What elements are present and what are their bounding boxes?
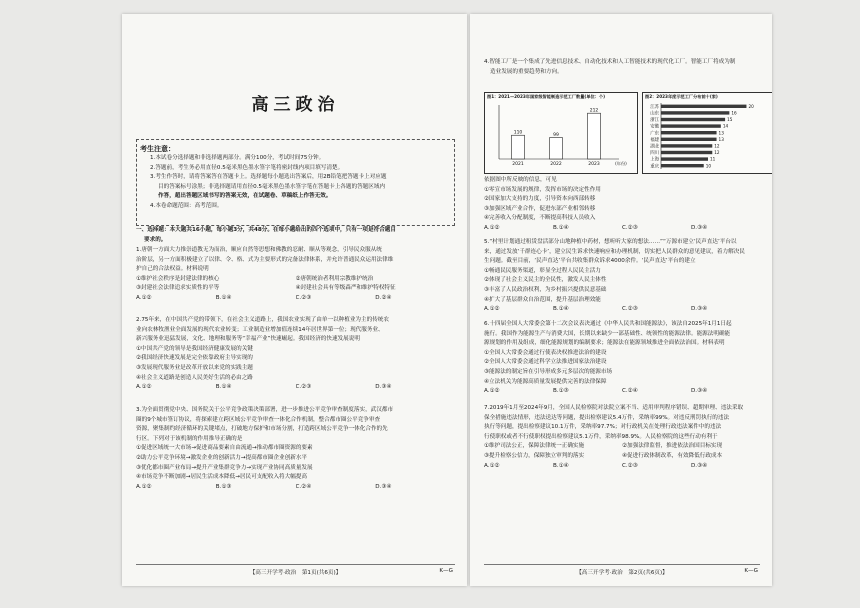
- bar: [661, 157, 708, 160]
- question-text: 行区。下列对于该机制的作用推导正确的是: [136, 435, 243, 442]
- choice-b[interactable]: B.①③: [215, 483, 232, 490]
- choice-b[interactable]: B.①③: [553, 388, 569, 395]
- question-text: 造业发展的重要趋势和方向。: [490, 68, 563, 75]
- question-text: 施行。我国作为能源生产与消费大国，长期以来缺少一部基础性、统领性的能源法律。能源法明确能: [484, 330, 731, 337]
- notice-line: 2.答题前，考生务必用直径0.5毫米黑色墨水签字笔将密封线内项目填写清楚。: [150, 164, 344, 171]
- notice-line: 作答，超出答题区域书写的答案无效，在试题卷、草稿纸上作答无效。: [158, 193, 332, 200]
- exam-page-1: [122, 14, 467, 586]
- data-label: 12: [714, 150, 720, 156]
- bar: [661, 111, 729, 114]
- statement: ③提升检察公信力，保障独立审判的落实: [484, 452, 585, 459]
- choice-c[interactable]: C.②④: [295, 483, 312, 490]
- question-text: 圈的9个城市签订协议，将探索建立跨区域公平竞争审查一体化合作机制，整合都市圈公平竞争审查: [136, 416, 381, 423]
- question-text: 护自己的合法权益。材料说明: [136, 266, 209, 273]
- statement: ①促进区域统一大市场→促进商品要素自由流通→推动都市圈资源的要素: [136, 445, 313, 452]
- bar: [661, 138, 717, 141]
- statement: ④扩大了基层群众自治范围，提升基层治理效能: [484, 296, 601, 303]
- page-footer: [484, 564, 760, 576]
- choice-a[interactable]: A.①②: [484, 306, 500, 313]
- statement: ④完善收入分配制度，不断提高科技人员收入: [484, 215, 596, 222]
- bar: [550, 138, 563, 159]
- notice-line: 1.本试卷分选择题和非选择题两部分。满分100分，考试时间75分钟。: [150, 155, 325, 161]
- data-label: 16: [731, 110, 737, 116]
- bar: [661, 118, 725, 121]
- choice-b[interactable]: B.①④: [553, 462, 569, 469]
- answer-choices: [484, 387, 760, 397]
- bar: [661, 131, 717, 134]
- question-4-stem: [484, 58, 760, 77]
- question-text: 源规划的作用及组成，细化能源规划的编制要求；能源法在能源领域推进全面依法治国。材料表明: [484, 340, 725, 347]
- statement: ①全国人大常委会通过行使表决权推进法治的建设: [484, 349, 607, 356]
- data-label: 20: [748, 103, 754, 109]
- category-label: 浙江: [650, 118, 659, 124]
- choice-c[interactable]: C.②③: [622, 462, 638, 469]
- notice-line: 目的答案标号涂黑；非选择题请用直径0.5毫米黑色墨水签字笔在答题卡上各题的答题区域内: [158, 183, 386, 190]
- category-label: 上海: [650, 157, 659, 163]
- bar: [661, 144, 712, 147]
- bar: [661, 151, 712, 154]
- answer-choices: [136, 483, 455, 493]
- bar: [661, 164, 704, 167]
- choice-d[interactable]: D.③④: [375, 483, 392, 490]
- category-label: 安徽: [650, 124, 659, 130]
- chart-2-title: 图2：2023年度示范工厂分布前十(家): [645, 94, 718, 99]
- category-label: 福建: [650, 137, 659, 143]
- bar: [588, 113, 601, 159]
- page-footer: [136, 564, 455, 576]
- question-text: 生问题。截至目前，‘民声直达’平台共收集群众诉求4000余件。‘民声直达’平台的建立: [484, 258, 696, 265]
- tick-label: 2022: [550, 162, 562, 167]
- statement: ③加强区域产业合作，促进东部产业相邻转移: [484, 205, 596, 212]
- choice-a[interactable]: A.①②: [484, 224, 500, 231]
- choice-d[interactable]: D.②④: [375, 294, 392, 301]
- answer-choices: [484, 224, 760, 234]
- figure-area: [484, 92, 760, 172]
- tick-label: 2021: [512, 162, 524, 167]
- statement: ②体现了社会主义民主的全民性，激发人民主体性: [484, 277, 607, 284]
- choice-c[interactable]: C.②③: [622, 306, 638, 313]
- question-text: 4.智能工厂是一个集成了先进信息技术、自动化技术和人工智能技术的现代化工厂。智能工厂将成为制: [484, 59, 736, 65]
- data-label: 14: [722, 123, 729, 129]
- footer-text: 【高三开学考·政治 第1页(共6页)】: [249, 570, 342, 576]
- question-text: 保全措施违法情形，违法送达等问题，提出检察建议5.4万件，采纳率99%。对违反刑罚执行的违法: [484, 414, 730, 421]
- statement: ④促进行政体制改革，有效降低行政成本: [622, 452, 723, 459]
- statement: ③能源法的制定旨在引导形成多元多层次的能源市场: [484, 368, 613, 375]
- category-label: 湖北: [650, 144, 659, 150]
- statement: ①畅通民民服务渠道，彰显全过程人民民主活力: [484, 267, 601, 274]
- question-1: [136, 246, 455, 304]
- answer-choices: [484, 305, 760, 315]
- statement: ②加强法律监督，推进依法治国目标实现: [622, 443, 723, 450]
- question-text: 资源，聚集制约经济循环的关键堵点，打破地方保护和市场分割，打造跨区域公平竞争一体化合作的先: [136, 426, 388, 433]
- bar: [661, 105, 746, 108]
- answer-choices: [136, 383, 455, 393]
- question-3: [136, 406, 455, 492]
- category-label: 山东: [650, 111, 659, 117]
- x-axis-label: (年份): [615, 161, 627, 166]
- statement: ①维护社会秩序是封建法律的核心: [136, 275, 220, 282]
- statement: ④立法机关为能源高质量发展提供完善的法律保障: [484, 378, 607, 385]
- data-label: 99: [553, 133, 559, 139]
- category-label: 重庆: [650, 164, 659, 170]
- category-label: 四川: [650, 151, 659, 157]
- choice-c[interactable]: C.②③: [622, 224, 638, 231]
- statement: ④封建社会具有等级森严和维护特权特征: [295, 285, 396, 292]
- section-heading: [136, 226, 455, 245]
- section-title-cont: 要求的。: [144, 236, 167, 243]
- data-label: 13: [718, 136, 724, 142]
- choice-d[interactable]: D.③④: [691, 224, 708, 231]
- statement-row: [136, 284, 455, 294]
- chart-1-svg: [485, 93, 637, 173]
- question-text: 5.“村里计划通过租赁盘活部分山地种植中药材，想听听大家的想法……”“万源市建立‘民声直达’平台以: [484, 239, 737, 245]
- answer-choices: [484, 462, 760, 472]
- notice-line: 4.本卷命题范围：高考范围。: [150, 202, 223, 209]
- statement: ③优化都市圈产业布局→提升产业集群竞争力→实现产业协同高质量发展: [136, 464, 313, 471]
- question-text: 依据图中所反映的信息，可见: [484, 177, 557, 183]
- chart-1-title: 图1：2021—2023年国家级智能制造示范工厂数量(单位：个): [487, 94, 605, 99]
- choice-b[interactable]: B.①④: [215, 294, 232, 301]
- question-text: 新兴服务业迅猛发展，文化、地理和服务等“幸福产业”快速崛起。我国经济的快速发展说明: [136, 336, 360, 343]
- question-text: 行使职权或者不行使职权提出检察建议5.1万件，采纳率98.9%。人民检察院的这些行动有利于: [484, 433, 718, 440]
- choice-b[interactable]: B.①④: [553, 306, 569, 313]
- choice-b[interactable]: B.①④: [553, 224, 569, 231]
- chart-2-svg: [643, 93, 772, 173]
- question-2: [136, 316, 455, 393]
- question-6: [484, 320, 760, 397]
- section-title: 一、选择题：本大题共16小题，每小题3分，共48分。在每小题给出的四个选项中，只有一项是符合题目: [136, 227, 396, 233]
- category-label: 江苏: [650, 104, 659, 110]
- statement: ②助力公平竞争环境→激发企业的创新活力→提高都市圈企业创新水平: [136, 454, 308, 461]
- question-text: 来，通过发放‘千群连心卡’，建立民生诉求快速响应和办理机制，切实把人民群众的意见建议，着力解决民: [484, 248, 745, 255]
- choice-d[interactable]: D.③④: [691, 306, 708, 313]
- statement-row: [136, 275, 455, 285]
- data-label: 12: [714, 143, 720, 149]
- choice-a[interactable]: A.①②: [136, 384, 152, 391]
- statement: ①零宣市场发展的规律，发挥市场的决定性作用: [484, 186, 601, 193]
- statement: ③封建社会法律追求实质性的平等: [136, 285, 220, 292]
- data-label: 11: [710, 156, 716, 162]
- statement-row: [484, 442, 760, 452]
- choice-a[interactable]: A.①②: [484, 462, 500, 469]
- statement: ②唐朝统治者利用宗教维护统治: [295, 275, 374, 282]
- choice-a[interactable]: A.①②: [136, 294, 152, 301]
- tick-label: 2023: [588, 162, 600, 167]
- notice-list: [150, 154, 451, 212]
- footer-text: 【高三开学考·政治 第2页(共6页)】: [576, 570, 668, 576]
- answer-choices: [136, 294, 455, 304]
- question-text: 业向农林牧渔业全面发展的现代农业转变；工业制造业增加值连续14年居世界第一位；现代服务业、: [136, 326, 384, 333]
- data-label: 110: [513, 130, 523, 136]
- choice-b[interactable]: B.①④: [215, 384, 232, 391]
- question-5: [484, 238, 760, 315]
- data-label: 212: [589, 108, 599, 114]
- page-title: 高三政治: [251, 95, 340, 115]
- statement: ④市场竞争不断加剧→居民生活成本降低→居民可支配收入将大幅提高: [136, 474, 308, 481]
- statement: ②全国人大常委会通过科学立法推进国家法治建设: [484, 359, 607, 366]
- bar: [661, 124, 721, 127]
- category-label: 广东: [650, 131, 659, 137]
- choice-c[interactable]: C.②④: [622, 388, 638, 395]
- question-4: [484, 176, 760, 234]
- chart-regional-distribution: [642, 92, 772, 174]
- question-text: 7.2019年1月至2024年9月，全国人民检察院对法院立案不当、适用审判程序错误、超期审理、违法采取: [484, 405, 744, 411]
- data-label: 15: [727, 117, 733, 123]
- data-label: 13: [718, 130, 724, 136]
- question-text: 治阶层，另一方面积极建立了以律、令、格、式为主要形式的完备法律体系，并允许普通民众运用法律维: [136, 256, 394, 263]
- statement: ④社会主义道路是创造人民美好生活的必由之路: [136, 374, 253, 381]
- paper-code: K—G: [744, 568, 758, 574]
- question-text: 执行等问题，提出检察建议10.1万件，采纳率97.7%；对行政机关在处理行政违法案件中的违法: [484, 424, 722, 431]
- statement: ③发展现代服务业是改革开放以来党的实践主题: [136, 364, 253, 371]
- paper-code: K—G: [439, 568, 453, 574]
- statement: ②国家加大支持的力度，引导资本向西部转移: [484, 196, 596, 203]
- choice-a[interactable]: A.①②: [136, 483, 152, 490]
- notice-title: 考生注意：: [140, 145, 175, 153]
- choice-d[interactable]: D.③④: [691, 388, 708, 395]
- question-text: 3.为全面贯彻党中央、国务院关于公平竞争政策决策部署，进一步推进公平竞争审查制度落实，武汉都市: [136, 407, 394, 413]
- exam-page-2: [470, 14, 772, 586]
- bar: [512, 135, 525, 159]
- chart-factory-count: [484, 92, 638, 174]
- statement: ①中国共产党的领导是我国经济健康发展的关键: [136, 345, 253, 352]
- choice-a[interactable]: A.①②: [484, 388, 500, 395]
- question-text: 6.十四届全国人大常委会第十二次会议表决通过《中华人民共和国能源法》，该法自2025年1月1日起: [484, 321, 732, 327]
- choice-c[interactable]: C.②③: [295, 384, 312, 391]
- data-label: 10: [705, 163, 712, 169]
- statement: ②我国经济快速发展是完全依靠政府主导实现的: [136, 355, 253, 362]
- question-7: [484, 404, 760, 471]
- notice-line: 3.考生作答时，请将答案答在答题卡上。选择题每小题选出答案后，用2B铅笔把答题卡上对应题: [150, 174, 387, 181]
- statement-row: [484, 452, 760, 462]
- choice-d[interactable]: D.③④: [691, 462, 708, 469]
- question-text: 2.75年来，在中国共产党的带领下，在社会主义道路上，我国农业实现了由单一以种植业为主的传统农: [136, 317, 389, 323]
- choice-c[interactable]: C.②③: [295, 294, 312, 301]
- choice-d[interactable]: D.③④: [375, 384, 392, 391]
- question-text: 1.唐朝一方面大力推崇道教无为而治，顺应自然等思想和佛教的忍耐、顺从等观念，引导民众服从统: [136, 247, 382, 253]
- statement: ③丰富了人民政治权利，为乡村振兴提供民意基础: [484, 286, 607, 293]
- statement: ①维护司法公正，保障法律统一正确实施: [484, 443, 585, 450]
